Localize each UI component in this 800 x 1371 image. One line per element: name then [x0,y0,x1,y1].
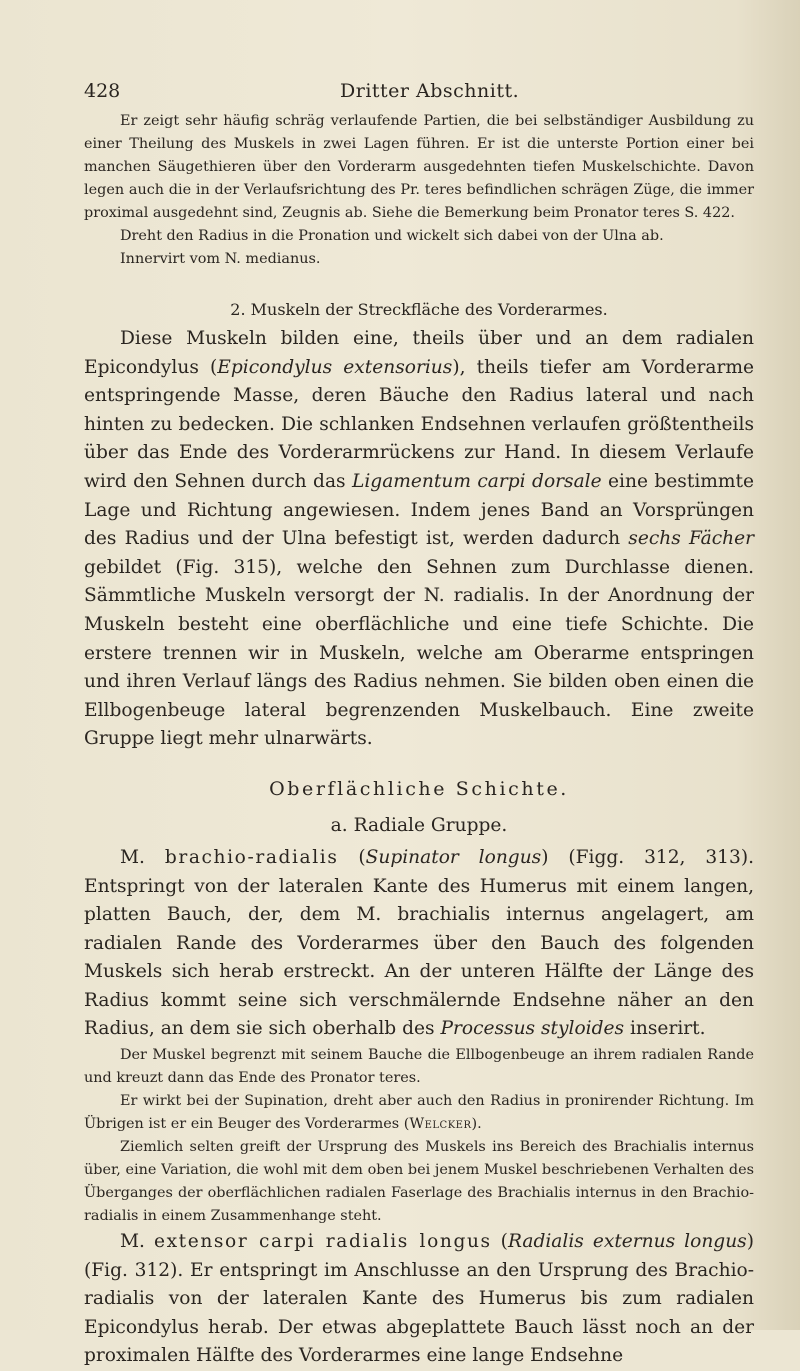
note-paragraph: Er wirkt bei der Supination, dreht aber auch den Radius in pronirender Richtung. Im Übrigen ist er ein Beuger des Vorderarmes (Welcker). [84,1093,754,1133]
note-paragraph: Ziemlich selten greift der Ursprung des Muskels ins Bereich des Brachialis internus über, eine Variation, die wohl mit dem oben bei jenem Muskel beschriebenen Verhalten des Überganges der oberflächlichen radialen Faserlage des Brachialis internus in den Brachio-radialis in einem Zusammenhange steht. [84,1139,754,1225]
note-paragraph: Er zeigt sehr häufig schräg verlaufende Partien, die bei selbständiger Ausbildung zu einer Theilung des Muskels in zwei Lagen führen. Er ist die unterste Portion einer bei manchen Säugethieren über den Vorderarm ausgedehnten tiefen Muskelschichte. Davon legen auch die in der Verlaufsrichtung des Pr. teres befindlichen schrägen Züge, die immer proximal ausgedehnt sind, Zeugnis ab. Siehe die Bemerkung beim Pronator teres S. 422. [84,113,754,221]
layer-heading: Oberflächliche Schichte. [269,777,569,800]
note-paragraph: Dreht den Radius in die Pronation und wickelt sich dabei von der Ulna ab. [120,228,664,244]
note-paragraph: Innervirt vom N. medianus. [120,251,321,267]
body-paragraph: Diese Muskeln bilden eine, theils über und an dem radialen Epicondylus (Epicondylus extensorius), theils tiefer am Vorderarme entspringende Masse, deren Bäuche den Radius lateral und nach hinten zu bedecken. Die schlanken Endsehnen verlaufen größtentheils über das Ende des Vorderarmrückens zur Hand. In diesem Verlaufe wird den Sehnen durch das Ligamentum carpi dorsale eine bestimmte Lage und Richtung angewiesen. Indem jenes Band an Vorsprüngen des Radius und der Ulna befestigt ist, werden dadurch sechs Fächer gebildet (Fig. 315), welche den Sehnen zum Durchlasse dienen. Sämmtliche Muskeln versorgt der N. radialis. In der Anordnung der Muskeln besteht eine oberflächliche und eine tiefe Schichte. Die erstere trennen wir in Muskeln, welche am Oberarme entspringen und ihren Verlauf längs des Radius nehmen. Sie bilden oben einen die Ellbogenbeuge lateral begrenzenden Muskelbauch. Eine zweite Gruppe liegt mehr ulnarwärts. [84,328,755,750]
page-number: 428 [84,80,121,102]
running-head: Dritter Abschnitt. [340,80,520,102]
section-heading: 2. Muskeln der Streckfläche des Vorderarmes. [230,300,608,319]
note-paragraph: Der Muskel begrenzt mit seinem Bauche die Ellbogenbeuge an ihrem radialen Rande und kreuzt dann das Ende des Pronator teres. [84,1047,754,1087]
page-content [84,80,754,1371]
group-heading: a. Radiale Gruppe. [330,814,508,836]
muscle-extensor-carpi-radialis-longus: M. extensor carpi radialis longus (Radialis externus longus) (Fig. 312). Er entspringt im Anschlusse an den Ursprung des Brachio-radialis von der lateralen Kante des Humerus bis zum radialen Epicondylus herab. Der etwas abgeplattete Bauch lässt noch an der proximalen Hälfte des Vorderarmes eine lange Endsehne [84,1231,754,1367]
page-header [84,80,754,110]
muscle-brachio-radialis: M. brachio-radialis (Supinator longus) (Figg. 312, 313). Entspringt von der lateralen Kante des Humerus mit einem langen, platten Bauch, der, dem M. brachialis internus angelagert, am radialen Rande des Vorderarmes über den Bauch des folgenden Muskels sich herab erstreckt. An der unteren Hälfte der Länge des Radius kommt seine sich verschmälernde Endsehne näher an den Radius, an dem sie sich oberhalb des Processus styloides inserirt. [84,846,755,1040]
